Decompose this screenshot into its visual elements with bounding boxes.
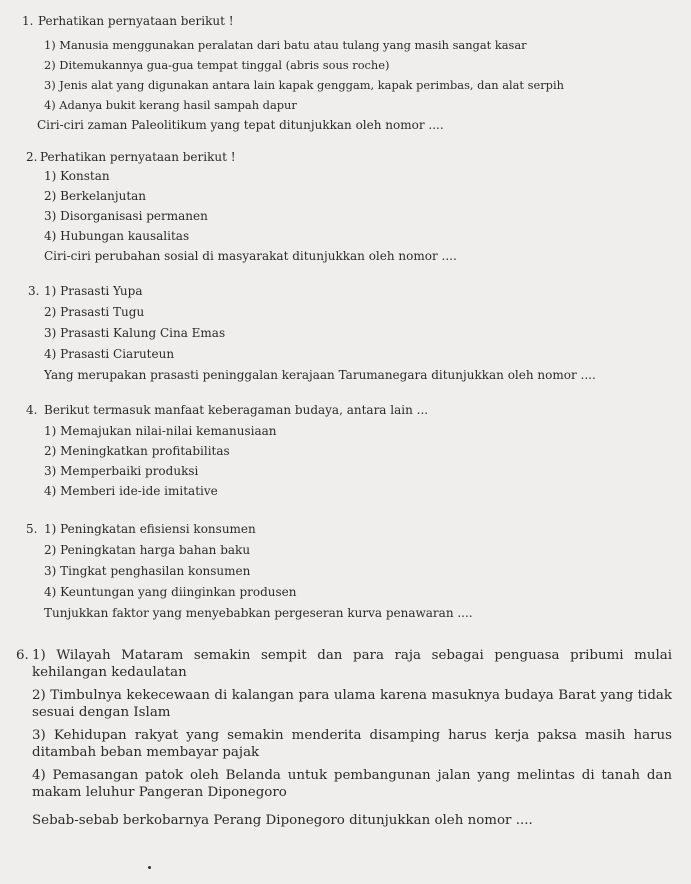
- question-intro: Berikut termasuk manfaat keberagaman budaya, antara lain ...: [44, 403, 429, 417]
- option-2: 2) Timbulnya kekecewaan di kalangan para ulama karena masuknya budaya Barat yang tidak sesuai dengan Islam: [32, 688, 672, 720]
- question-number: 6.: [16, 648, 29, 663]
- question-intro: Perhatikan pernyataan berikut !: [40, 150, 236, 164]
- option-1: 1) Manusia menggunakan peralatan dari batu atau tulang yang masih sangat kasar: [44, 38, 527, 52]
- option-2: 2) Peningkatan harga bahan baku: [44, 543, 251, 557]
- option-1: 1) Konstan: [44, 169, 110, 183]
- question-number: 4.: [26, 403, 38, 417]
- option-1: 1) Prasasti Yupa: [44, 284, 143, 298]
- option-3: 3) Memperbaiki produksi: [44, 464, 199, 478]
- option-2: 2) Berkelanjutan: [44, 189, 147, 203]
- option-4: 4) Keuntungan yang diinginkan produsen: [44, 585, 297, 599]
- question-number: 2.: [26, 150, 38, 164]
- question-text: Sebab-sebab berkobarnya Perang Diponegoro ditunjukkan oleh nomor ....: [32, 813, 533, 828]
- question-text: Yang merupakan prasasti peninggalan kerajaan Tarumanegara ditunjukkan oleh nomor ....: [44, 368, 596, 382]
- option-4: 4) Memberi ide-ide imitative: [44, 484, 218, 498]
- option-1: 1) Memajukan nilai-nilai kemanusiaan: [44, 424, 277, 438]
- option-1: 1) Peningkatan efisiensi konsumen: [44, 522, 256, 536]
- question-intro: Perhatikan pernyataan berikut !: [38, 14, 234, 28]
- question-number: 1.: [22, 14, 34, 28]
- option-4: 4) Hubungan kausalitas: [44, 229, 190, 243]
- option-2: 2) Ditemukannya gua-gua tempat tinggal (abris sous roche): [44, 58, 390, 72]
- option-2: 2) Prasasti Tugu: [44, 305, 145, 319]
- option-3: 3) Jenis alat yang digunakan antara lain kapak genggam, kapak perimbas, dan alat serpih: [44, 78, 564, 92]
- option-1: 1) Wilayah Mataram semakin sempit dan para raja sebagai penguasa pribumi mulai kehilangan kedaulatan: [32, 648, 672, 680]
- option-3: 3) Disorganisasi permanen: [44, 209, 208, 223]
- question-text: Ciri-ciri zaman Paleolitikum yang tepat ditunjukkan oleh nomor ....: [37, 118, 444, 132]
- question-number: 5.: [26, 522, 38, 536]
- option-4: 4) Adanya bukit kerang hasil sampah dapur: [44, 98, 297, 112]
- option-3: 3) Kehidupan rakyat yang semakin menderita disamping harus kerja paksa masih harus ditambah beban membayar pajak: [32, 728, 672, 760]
- option-2: 2) Meningkatkan profitabilitas: [44, 444, 230, 458]
- option-3: 3) Prasasti Kalung Cina Emas: [44, 326, 226, 340]
- question-number: 3.: [28, 284, 40, 298]
- question-text: Tunjukkan faktor yang menyebabkan pergeseran kurva penawaran ....: [44, 606, 473, 620]
- option-4: 4) Pemasangan patok oleh Belanda untuk pembangunan jalan yang melintas di tanah dan makam leluhur Pangeran Diponegoro: [32, 768, 672, 800]
- question-text: Ciri-ciri perubahan sosial di masyarakat ditunjukkan oleh nomor ....: [44, 249, 457, 263]
- option-3: 3) Tingkat penghasilan konsumen: [44, 564, 251, 578]
- option-4: 4) Prasasti Ciaruteun: [44, 347, 175, 361]
- ink-dot: [148, 866, 151, 869]
